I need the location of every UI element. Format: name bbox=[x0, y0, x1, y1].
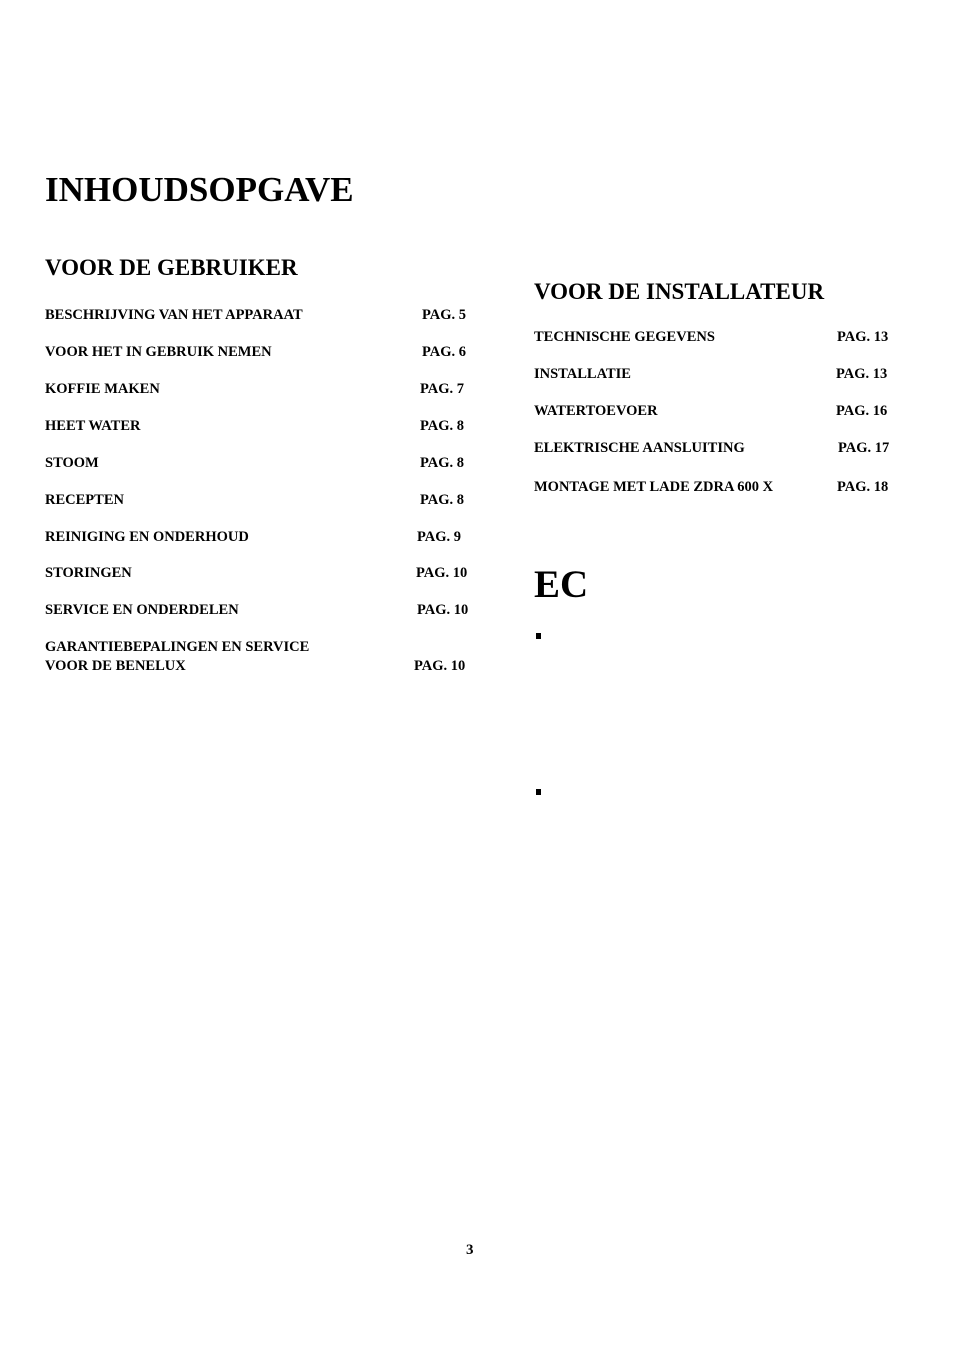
toc-item-page: PAG. 10 bbox=[416, 565, 468, 581]
toc-item-page: PAG. 9 bbox=[417, 529, 462, 545]
toc-item-label: RECEPTEN bbox=[45, 492, 124, 508]
toc-item-label: TECHNISCHE GEGEVENS bbox=[534, 329, 715, 345]
toc-item-label: KOFFIE MAKEN bbox=[45, 381, 160, 397]
toc-item-page: PAG. 16 bbox=[836, 403, 888, 419]
toc-item-label: HEET WATER bbox=[45, 418, 141, 434]
toc-item-page: PAG. 5 bbox=[422, 307, 467, 323]
bullet-marker bbox=[536, 789, 541, 795]
toc-item-label: MONTAGE MET LADE ZDRA 600 X bbox=[534, 479, 774, 495]
toc-item-page: PAG. 13 bbox=[837, 329, 889, 345]
installer-section-heading: VOOR DE INSTALLATEUR bbox=[534, 279, 825, 304]
toc-item-label: STOOM bbox=[45, 455, 99, 471]
user-section-heading: VOOR DE GEBRUIKER bbox=[45, 255, 298, 280]
page-number: 3 bbox=[466, 1242, 474, 1258]
toc-item-page: PAG. 8 bbox=[420, 492, 465, 508]
toc-item-page: PAG. 18 bbox=[837, 479, 889, 495]
toc-item-page: PAG. 8 bbox=[420, 418, 465, 434]
ec-mark: EC bbox=[534, 563, 589, 606]
toc-item-label: VOOR HET IN GEBRUIK NEMEN bbox=[45, 344, 272, 360]
toc-item-page: PAG. 8 bbox=[420, 455, 465, 471]
toc-item-label: REINIGING EN ONDERHOUD bbox=[45, 529, 249, 545]
page-title: INHOUDSOPGAVE bbox=[45, 170, 354, 209]
toc-item-label-continued: VOOR DE BENELUX bbox=[45, 658, 186, 674]
toc-item-label: SERVICE EN ONDERDELEN bbox=[45, 602, 239, 618]
toc-item-page: PAG. 10 bbox=[417, 602, 469, 618]
toc-item-label: INSTALLATIE bbox=[534, 366, 631, 382]
toc-item-page: PAG. 10 bbox=[414, 658, 466, 674]
toc-item-page: PAG. 6 bbox=[422, 344, 467, 360]
toc-item-label: ELEKTRISCHE AANSLUITING bbox=[534, 440, 745, 456]
toc-item-label: STORINGEN bbox=[45, 565, 132, 581]
bullet-marker bbox=[536, 633, 541, 639]
toc-item-page: PAG. 7 bbox=[420, 381, 465, 397]
toc-item-page: PAG. 13 bbox=[836, 366, 888, 382]
toc-item-label: WATERTOEVOER bbox=[534, 403, 658, 419]
toc-item-label: GARANTIEBEPALINGEN EN SERVICE bbox=[45, 639, 310, 655]
toc-item-page: PAG. 17 bbox=[838, 440, 890, 456]
toc-item-label: BESCHRIJVING VAN HET APPARAAT bbox=[45, 307, 303, 323]
